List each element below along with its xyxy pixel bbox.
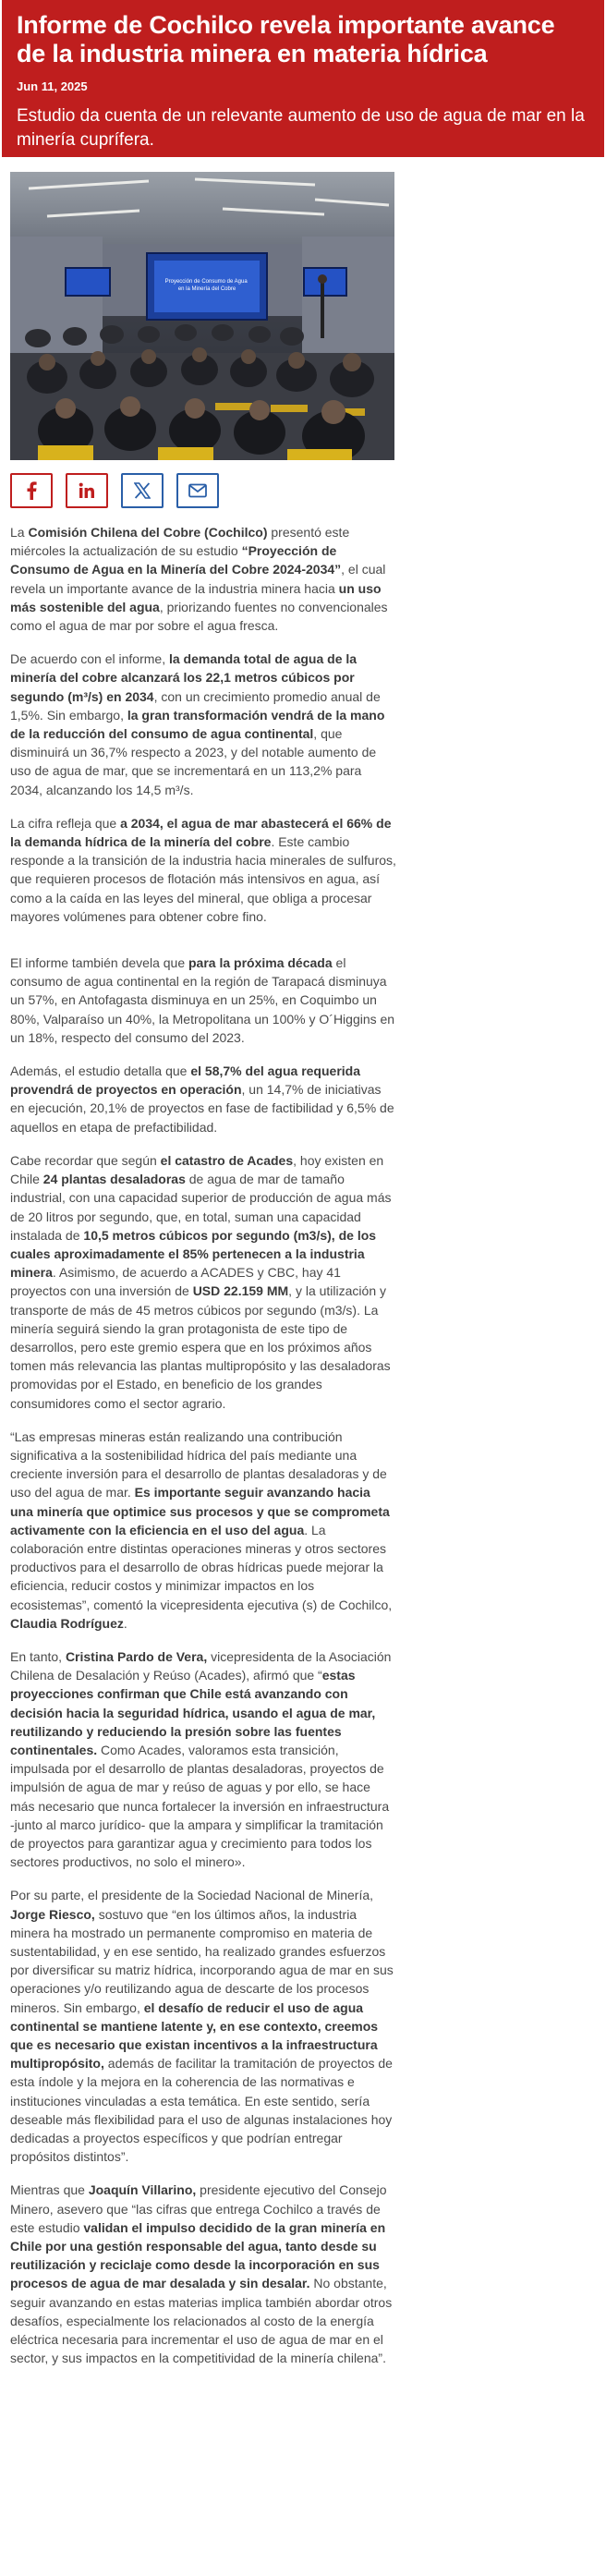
paragraph-8: En tanto, Cristina Pardo de Vera, vicepresidenta de la Asociación Chilena de Desalación y Reúso (Acades), afirmó que “estas proyecciones confirman que Chile está avanzando con decisión hacia la seguridad hídrica, usando el agua de mar, reutilizando y reduciendo la presión sobre las fuentes continentales. Como Acades, valoramos esta transición, impulsada por el desarrollo de plantas desaladoras, proyectos de impulsión de agua de mar y reúso de aguas y por ello, se hace más necesario que nunca fortalecer la inversión en infraestructura -junto al marco jurídico- que la ampara y simplificar la tramitación de proyectos para garantizar agua y crecimiento para todos los sectores productivos, no solo el minero». — [10, 1648, 392, 1870]
publish-date: Jun 11, 2025 — [17, 79, 88, 93]
linkedin-icon — [79, 482, 95, 499]
article-subtitle: Estudio da cuenta de un relevante aumento de uso de agua de mar en la minería cuprífera. — [17, 106, 585, 150]
article-header — [2, 0, 604, 157]
share-linkedin-button[interactable] — [66, 473, 108, 508]
conference-room-image — [10, 172, 394, 460]
article-title: Informe de Cochilco revela importante avance de la industria minera en materia hídrica — [17, 11, 555, 67]
paragraph-7-quote: “Las empresas mineras están realizando una contribución significativa a la sostenibilidad hídrica del país mediante una creciente inversión para el desarrollo de plantas desaladoras y de uso del agua de mar. Es importante seguir avanzando hacia una minería que optimice sus procesos y que se comprometa activamente con la eficiencia en el uso del agua. La colaboración entre distintas operaciones mineras y otros sectores productivos para el desarrollo de obras hídricas puede mejorar la eficiencia, reducir costos y minimizar impactos en los ecosistemas”, comentó la vicepresidenta ejecutiva (s) de Cochilco, Claudia Rodríguez. — [10, 1428, 393, 1631]
x-icon — [134, 482, 151, 499]
paragraph-9: Por su parte, el presidente de la Sociedad Nacional de Minería, Jorge Riesco, sostuvo que “en los últimos años, la industria minera ha mostrado un permanente compromiso en materia de sustentabilidad, y en ese sentido, ha realizado grandes esfuerzos por diversificar su matriz hídrica, incorporando agua de mar en sus operaciones y/o reutilizando agua de descarte de los procesos mineros. Sin embargo, el desafío de reducir el uso de agua continental se mantiene latente y, en ese contexto, creemos que es necesario que existan incentivos a la infraestructura multipropósito, además de facilitar la tramitación de proyectos de esta índole y la mejora en la coherencia de las normativas e instituciones vinculadas a esta temática. En este sentido, sería deseable más flexibilidad para el uso de algunas instalaciones hoy dedicadas a proyectos específicos y que podrían entregar propósitos distintos”. — [10, 1888, 394, 2165]
email-icon — [188, 483, 207, 498]
event-photo — [10, 172, 394, 460]
article-body — [10, 523, 396, 2382]
share-x-button[interactable] — [121, 473, 164, 508]
share-email-button[interactable] — [176, 473, 219, 508]
share-bar — [10, 473, 219, 508]
paragraph-4: El informe también devela que para la próxima década el consumo de agua continental en la región de Tarapacá disminuya un 57%, en Antofagasta disminuya en un 25%, en Coquimbo un 80%, Valparaíso un 40%, la Metropolitana un 100% y O´Higgins en un 18%, respecto del consumo del 2023. — [10, 955, 395, 1045]
paragraph-1: La Comisión Chilena del Cobre (Cochilco) presentó este miércoles la actualización de su estudio “Proyección de Consumo de Agua en la Minería del Cobre 2024-2034”, el cual revela un importante avance de la industria minera hacia un uso más sostenible del agua, priorizando fuentes no convencionales como el agua de mar por sobre el agua fresca. — [10, 525, 388, 634]
screen-text: Proyección de Consumo de Agua en la Minería del Cobre — [164, 279, 248, 292]
paragraph-2: De acuerdo con el informe, la demanda total de agua de la minería del cobre alcanzará los 22,1 metros cúbicos por segundo (m³/s) en 2034, con un crecimiento promedio anual de 1,5%. Sin embargo, la gran transformación vendrá de la mano de la reducción del consumo de agua continental, que disminuirá un 36,7% respecto a 2023, y del notable aumento de uso de agua de mar, que se incrementará en un 113,2% para 2034, alcanzando los 14,5 m³/s. — [10, 651, 385, 797]
spacer — [10, 941, 396, 954]
share-facebook-button[interactable] — [10, 473, 53, 508]
paragraph-3: La cifra refleja que a 2034, el agua de mar abastecerá el 66% de la demanda hídrica de la minería del cobre. Este cambio responde a la transición de la industria hacia minerales de sulfuros, que requieren procesos de flotación más intensivos en agua, así como a la caída en las leyes del mineral, que obliga a procesar mayores volúmenes para obtener cobre fino. — [10, 815, 396, 924]
paragraph-6: Cabe recordar que según el catastro de Acades, hoy existen en Chile 24 plantas desaladoras de agua de mar de tamaño industrial, con una capacidad superior de producción de agua más de 20 litros por segundo, que, en total, suman una capacidad instalada de 10,5 metros cúbicos por segundo (m3/s), de los cuales aproximadamente el 85% pertenecen a la industria minera. Asimismo, de acuerdo a ACADES y CBC, hay 41 proyectos con una inversión de USD 22.159 MM, y la utilización y transporte de más de 45 metros cúbicos por segundo (m3/s). La minería seguirá siendo la gran protagonista de este tipo de desarrollos, pero este gremio espera que en los próximos años tomen más relevancia las plantas multipropósito y las desaladoras promovidas por el Estado, en beneficio de los grandes consumidores como el sector agrario. — [10, 1152, 392, 1411]
paragraph-5: Además, el estudio detalla que el 58,7% del agua requerida provendrá de proyectos en operación, un 14,7% de iniciativas en ejecución, 20,1% de proyectos en fase de factibilidad y 6,5% de aquellos en etapa de prefactibilidad. — [10, 1063, 394, 1135]
facebook-icon — [24, 481, 39, 500]
paragraph-10: Mientras que Joaquín Villarino, presidente ejecutivo del Consejo Minero, asevero que “las cifras que entrega Cochilco a través de este estudio validan el impulso decidido de la gran minería en Chile por una gestión responsable del agua, tanto desde su reutilización y reciclaje como desde la incorporación en sus procesos de agua de mar desalada y sin desalar. No obstante, seguir avanzando en estas materias implica también abordar otros desafíos, especialmente los relacionados al costo de la energía eléctrica necesaria para incrementar el uso de agua de mar en el sector, y sus impactos en la competitividad de la minería chilena”. — [10, 2182, 393, 2366]
